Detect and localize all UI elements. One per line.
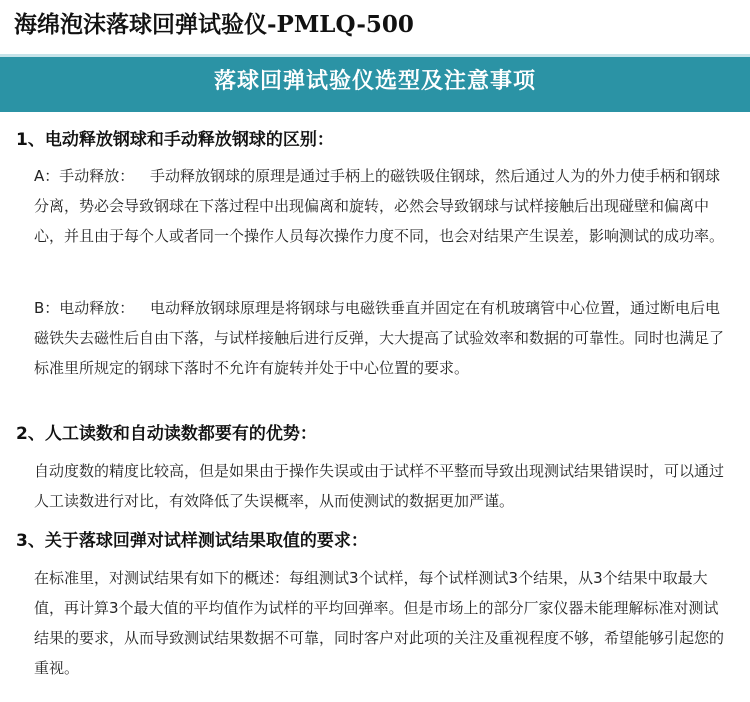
section-3-paragraph: 在标准里，对测试结果有如下的概述：每组测试3个试样，每个试样测试3个结果，从3个结果中取最大值，再计算3个最大值的平均值作为试样的平均回弹率。但是市场上的部分厂家仪器未能理解标准对测试结果的要求，从而导致测试结果数据不可靠，同时客户对此项的关注及重视程度不够，希望能够引起您的重视。 (34, 569, 725, 677)
section-banner (0, 54, 750, 112)
section-2-heading: 2、人工读数和自动读数都要有的优势： (16, 424, 317, 444)
item-electric-release-label: B：电动释放： (34, 299, 135, 317)
item-electric-release-text: 电动释放钢球原理是将钢球与电磁铁垂直并固定在有机玻璃管中心位置，通过断电后电磁铁失去磁性后自由下落，与试样接触后进行反弹，大大提高了试验效率和数据的可靠性。同时也满足了标准里所规定的钢球下落时不允许有旋转并处于中心位置的要求。 (34, 299, 725, 377)
item-manual-release-label: A：手动释放： (34, 167, 135, 185)
item-manual-release-text: 手动释放钢球的原理是通过手柄上的磁铁吸住钢球，然后通过人为的外力使手柄和钢球分离，势必会导致钢球在下落过程中出现偏离和旋转，必然会导致钢球与试样接触后出现碰壁和偏离中心，并且由于每个人或者同一个操作人员每次操作力度不同，也会对结果产生误差，影响测试的成功率。 (34, 167, 725, 245)
banner-title: 落球回弹试验仪选型及注意事项 (213, 69, 536, 94)
item-manual-release (34, 161, 724, 289)
page-title: 海绵泡沫落球回弹试验仪-PMLQ-500 (14, 11, 414, 38)
section-1-heading: 1、电动释放钢球和手动释放钢球的区别： (16, 130, 334, 150)
section-2-paragraph: 自动度数的精度比较高，但是如果由于操作失误或由于试样不平整而导致出现测试结果错误时，可以通过人工读数进行对比，有效降低了失误概率，从而使测试的数据更加严谨。 (34, 462, 725, 510)
section-3-heading: 3、关于落球回弹对试样测试结果取值的要求： (16, 531, 368, 551)
item-electric-release (34, 293, 724, 415)
